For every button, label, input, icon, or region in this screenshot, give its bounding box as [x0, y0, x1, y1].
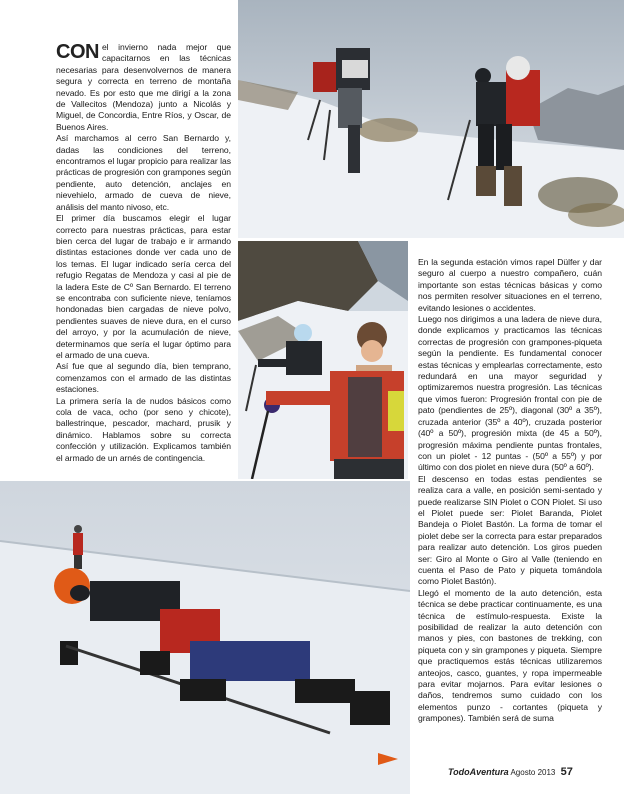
article-paragraph: El primer día buscamos elegir el lugar correcto para nuestras prácticas, para estar bien cerca del lugar de trabajo e ir armando distintas estaciones donde ver cada uno de los temas. El lugar indicado sería cerca del refugio Regatas de Mendoza y casi al pie de la ladera Este de Cº San Bernardo. El terreno se encontraba con suficiente nieve, teníamos hondonadas bien cargadas de nieve polvo, pendientes suaves de nieve dura, en el curso del arroyo, y por la acumulación de nieve, determinamos que sería el lugar óptimo para el armado de una cueva. [56, 213, 231, 360]
issue-date: Agosto 2013 [510, 768, 556, 777]
article-column-right [418, 257, 602, 725]
article-dropcap: CON [56, 41, 99, 63]
article-column-left [56, 42, 231, 464]
article-paragraph [56, 42, 231, 133]
magazine-brand: TodoAventura [448, 767, 509, 777]
article-paragraph-text: el invierno nada mejor que capacitarnos en las técnicas necesarias para desenvolvernos de manera segura y correcta en terreno de montaña nevado. Es por esto que me dirigí a la zona de Vallecitos (Mendoza) junto a Nicolás y Miguel, de Concordia, Entre Ríos, y Oscar, de Buenos Aires. [56, 42, 231, 132]
photo-self-arrest [0, 481, 410, 794]
article-paragraph: La primera sería la de nudos básicos como cola de vaca, ocho (por seno y chicote), ballestrinque, pescador, machard, prusik y dinámico. Hablamos sobre su correcta confección y utilización. Explicamos también el armado de un arnés de contingencia. [56, 395, 231, 463]
photo-climbers-closeup [238, 241, 408, 479]
article-paragraph: Llegó el momento de la auto detención, esta técnica se debe practicar continuamente, es una técnica de estímulo-respuesta. Existe la posibilidad de realizar la auto detención con manos y pies, con bastones de trekking, con piqueta con y sin grampones y piqueta. Siempre que practiquemos estás técnicas utilizaremos anteojos, casco, guantes, y ropa impermeable para evitar mojarnos. Para evitar lesiones o daños, tendremos sumo cuidado con los elementos punzo - cortantes (piqueta y grampones). También será de suma [418, 587, 602, 724]
page-footer [448, 766, 573, 778]
article-paragraph: En la segunda estación vimos rapel Dülfer y dar seguro al cuerpo a nuestro compañero, cuán importante son estas técnicas básicas y como nos permiten resolver situaciones en el terreno, evitando lesiones o accidentes. [418, 257, 602, 313]
article-paragraph: Luego nos dirigimos a una ladera de nieve dura, donde explicamos y practicamos las técnicas correctas de progresión con grampones-piqueta según la pendiente. Es fundamental conocer estas técnicas y emplearlas correctamente, esto redundará en una mayor seguridad y optimizaremos nuestra progresión. Las técnicas que vimos fueron: Progresión frontal con pie de pato (pendientes de 25º), diagonal (30º a 35º), cruzada anterior (35º a 40º), cruzada posterior (40º a 50º), progresión mixta (de 45 a 50º), progresión máxima pendiente puntas frontales, con un piolet - 12 puntas - (50º a 55º) y por último con dos piolet en nieve dura (50º a 60º). [418, 314, 602, 473]
article-paragraph: Así fue que al segundo día, bien temprano, comenzamos con el armado de las distintas estaciones. [56, 361, 231, 395]
article-paragraph: El descenso en todas estas pendientes se realiza cara a valle, en posición semi-sentado y puede realizarse SIN Piolet o CON Piolet. Si uso el Piolet puede ser: Piolet Baranda, Piolet Bandeja o Piolet Bastón. La forma de tomar el piolet debe ser la correcta para estar preparados para realizar auto detención. Los giros pueden ser: Giro al Monte o Giro al Valle (teniendo en cuenta el Paso de Pato y piqueta tomándola como Piolet Bastón). [418, 473, 602, 587]
page-number: 57 [560, 766, 573, 778]
photo-climbers-slope [238, 0, 624, 238]
article-paragraph: Así marchamos al cerro San Bernardo y, dadas las condiciones del terreno, encontramos el lugar propicio para realizar las prácticas de progresión con grampones según pendiente, auto detención, anclajes en nievehielo, armado de cueva de nieve, análisis del manto nivoso, etc. [56, 133, 231, 212]
